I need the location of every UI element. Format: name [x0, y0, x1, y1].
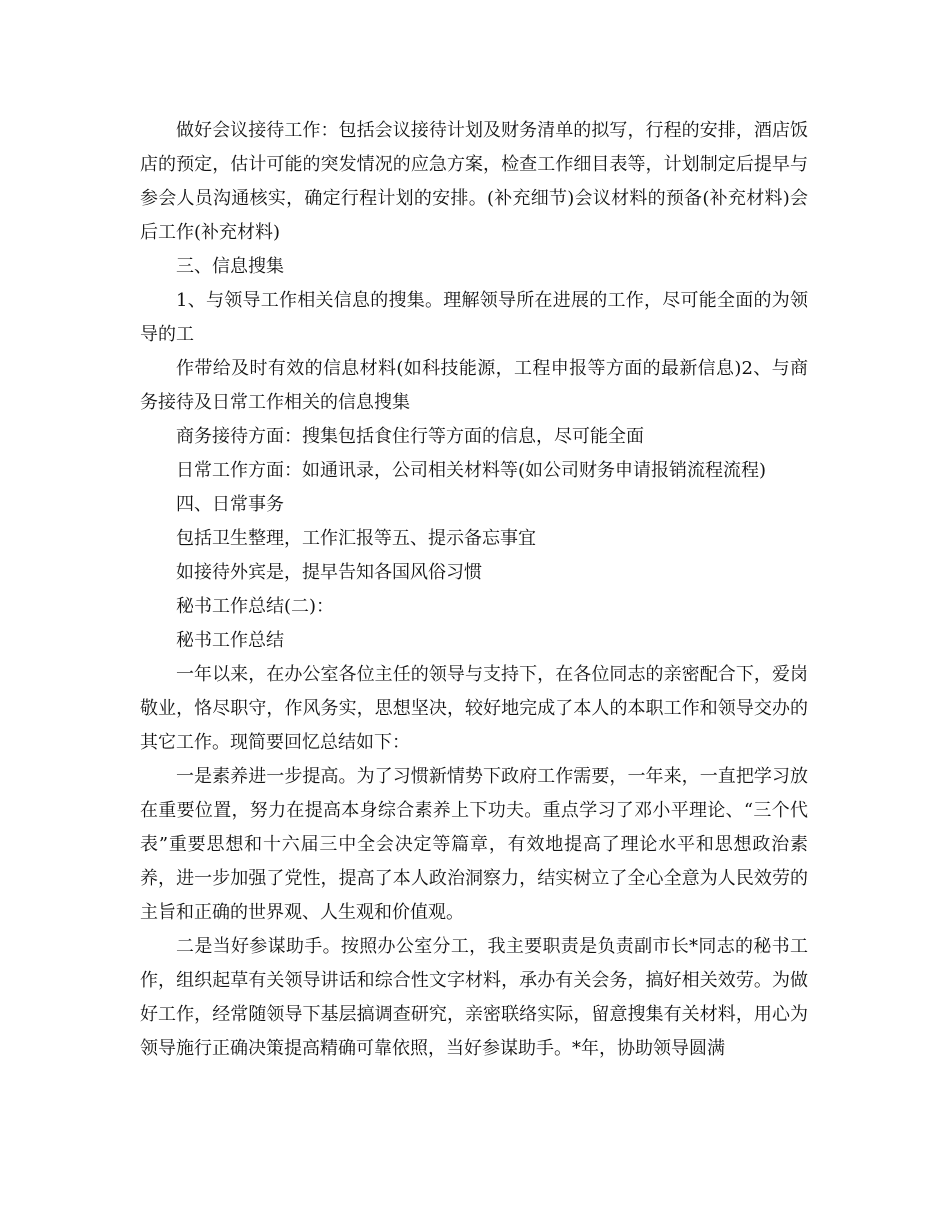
heading-secretary-summary: 秘书工作总结 [176, 630, 284, 651]
document-body [140, 114, 808, 1066]
paragraph-foreign-guests: 如接待外宾是，提早告知各国风俗习惯 [176, 562, 482, 583]
heading-daily-affairs: 四、日常事务 [176, 494, 284, 515]
paragraph-leader-info-2: 作带给及时有效的信息材料(如科技能源，工程申报等方面的最新信息)2、与商务接待及日常工作相关的信息搜集 [140, 358, 808, 413]
paragraph-quality-improvement: 一是素养进一步提高。为了习惯新情势下政府工作需要，一年来，一直把学习放在重要位置，努力在提高本身综合素养上下功夫。重点学习了邓小平理论、“三个代表”重要思想和十六届三中全会决定等篇章，有效地提高了理论水平和思想政治素养，进一步加强了党性，提高了本人政治洞察力，结实树立了全心全意为人民效劳的主旨和正确的世界观、人生观和价值观。 [140, 766, 808, 923]
paragraph-year-review: 一年以来，在办公室各位主任的领导与支持下，在各位同志的亲密配合下，爱岗敬业，恪尽职守，作风务实，思想坚决，较好地完成了本人的本职工作和领导交办的其它工作。现简要回忆总结如下： [140, 664, 808, 753]
paragraph-staff-assistant: 二是当好参谋助手。按照办公室分工，我主要职责是负责副市长*同志的秘书工作，组织起草有关领导讲话和综合性文字材料，承办有关会务，搞好相关效劳。为做好工作，经常随领导下基层搞调查研究，亲密联络实际，留意搜集有关材料，用心为领导施行正确决策提高精确可靠依照，当好参谋助手。*年，协助领导圆满 [140, 936, 808, 1059]
paragraph-leader-info-1: 1、与领导工作相关信息的搜集。理解领导所在进展的工作，尽可能全面的为领导的工 [140, 290, 808, 345]
paragraph-daily-work: 日常工作方面：如通讯录，公司相关材料等(如公司财务申请报销流程流程) [176, 460, 767, 481]
heading-info-collection: 三、信息搜集 [176, 256, 284, 277]
paragraph-meeting-reception: 做好会议接待工作：包括会议接待计划及财务清单的拟写，行程的安排，酒店饭店的预定，估计可能的突发情况的应急方案，检查工作细目表等，计划制定后提早与参会人员沟通核实，确定行程计划的安排。(补充细节)会议材料的预备(补充材料)会后工作(补充材料) [140, 120, 808, 243]
paragraph-business-reception: 商务接待方面：搜集包括食住行等方面的信息，尽可能全面 [176, 426, 644, 447]
heading-summary-two: 秘书工作总结(二)： [176, 596, 335, 617]
paragraph-hygiene-report: 包括卫生整理，工作汇报等五、提示备忘事宜 [176, 528, 536, 549]
